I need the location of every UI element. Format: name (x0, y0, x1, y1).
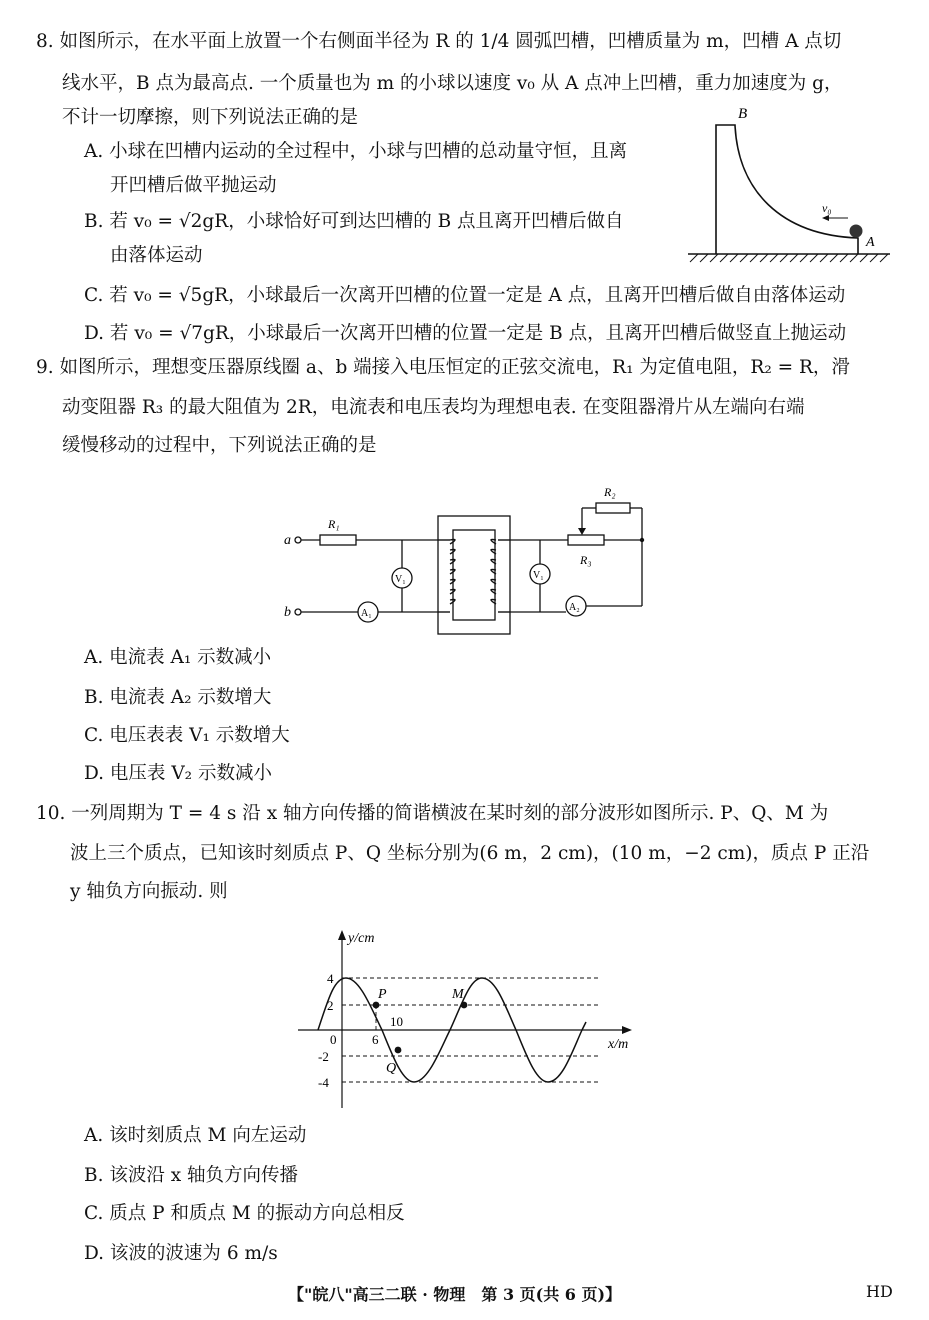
q10-xlabel: x/m (608, 1037, 629, 1052)
q10-tick-neg2: -2 (318, 1049, 329, 1064)
q10-point-q (395, 1047, 402, 1054)
q9-stem-line2: 动变阻器 R₃ 的最大阻值为 2R，电流表和电压表均为理想电表. 在变阻器滑片从左端向右端 (62, 397, 805, 418)
q9-option-a: A. 电流表 A₁ 示数减小 (84, 647, 272, 668)
q9-terminal-b: b (284, 605, 291, 620)
q10-stem-line2: 波上三个质点，已知该时刻质点 P、Q 坐标分别为(6 m，2 cm)，(10 m，−2 cm)，质点 P 正沿 (70, 843, 870, 864)
q8-option-b-line1: B. 若 v₀ = √2gR，小球恰好可到达凹槽的 B 点且离开凹槽后做自 (84, 211, 624, 232)
q8-option-a-line2: 开凹槽后做平抛运动 (110, 175, 277, 196)
q10-label-q: Q (386, 1061, 397, 1076)
q9-option-d: D. 电压表 V₂ 示数减小 (84, 763, 272, 784)
q8-option-b-line2: 由落体运动 (110, 245, 203, 266)
q10-stem-line1: 10. 一列周期为 T = 4 s 沿 x 轴方向传播的简谐横波在某时刻的部分波形如图所示. P、Q、M 为 (36, 803, 829, 824)
footer-page-info: 【"皖八"高三二联 · 物理 第 3 页(共 6 页)】 (288, 1285, 622, 1304)
q9-option-c: C. 电压表表 V₁ 示数增大 (84, 725, 290, 746)
q8-label-a: A (866, 235, 875, 250)
q8-figure-groove (680, 100, 895, 270)
q10-tick-x10: 10 (390, 1014, 403, 1029)
q10-stem-line3: y 轴负方向振动. 则 (70, 881, 228, 902)
q10-option-c: C. 质点 P 和质点 M 的振动方向总相反 (84, 1203, 405, 1224)
q9-stem-line1: 9. 如图所示，理想变压器原线圈 a、b 端接入电压恒定的正弦交流电，R₁ 为定值电阻，R₂ = R，滑 (36, 357, 850, 378)
q10-point-p (373, 1002, 380, 1009)
q10-option-b: B. 该波沿 x 轴负方向传播 (84, 1165, 299, 1186)
q9-terminal-a: a (284, 533, 291, 548)
q8-option-a-line1: A. 小球在凹槽内运动的全过程中，小球与凹槽的总动量守恒，且离 (84, 141, 628, 162)
q9-meter-v1: V₁ (395, 574, 406, 585)
q10-point-m (461, 1002, 468, 1009)
q10-tick-4: 4 (327, 971, 334, 986)
q9-meter-a2: A₂ (569, 602, 580, 613)
q9-label-r1: R₁ (328, 517, 340, 531)
q10-option-a: A. 该时刻质点 M 向左运动 (84, 1125, 307, 1146)
q9-figure-circuit (278, 478, 658, 638)
q8-ball (850, 225, 863, 238)
q10-ylabel: y/cm (348, 931, 375, 946)
q10-option-d: D. 该波的波速为 6 m/s (84, 1243, 278, 1264)
footer-code: HD (866, 1282, 893, 1301)
q8-stem-line2: 线水平，B 点为最高点. 一个质量也为 m 的小球以速度 v₀ 从 A 点冲上凹槽，重力加速度为 g， (62, 73, 843, 94)
q8-stem-line1: 8. 如图所示，在水平面上放置一个右侧面半径为 R 的 1/4 圆弧凹槽，凹槽质量为 m，凹槽 A 点切 (36, 31, 842, 52)
q10-label-p: P (378, 987, 387, 1002)
q8-label-b: B (738, 106, 748, 122)
q10-figure-wave (290, 922, 640, 1114)
q8-stem-line3: 不计一切摩擦，则下列说法正确的是 (62, 107, 359, 128)
q9-label-r2: R₂ (604, 485, 616, 499)
q9-label-r3: R₃ (580, 553, 592, 567)
q10-tick-neg4: -4 (318, 1075, 329, 1090)
q10-tick-2: 2 (327, 998, 334, 1013)
q8-option-c: C. 若 v₀ = √5gR，小球最后一次离开凹槽的位置一定是 A 点，且离开凹槽后做自由落体运动 (84, 285, 846, 306)
q8-label-v0: v₀ (822, 201, 832, 215)
q8-option-d: D. 若 v₀ = √7gR，小球最后一次离开凹槽的位置一定是 B 点，且离开凹槽后做竖直上抛运动 (84, 323, 847, 344)
q10-origin: 0 (330, 1032, 337, 1047)
q9-meter-v2: V₁ (533, 570, 544, 581)
q10-label-m: M (452, 987, 464, 1002)
q9-meter-a1: A₁ (361, 608, 372, 619)
q9-stem-line3: 缓慢移动的过程中，下列说法正确的是 (62, 435, 377, 456)
q10-tick-x6: 6 (372, 1032, 379, 1047)
q9-option-b: B. 电流表 A₂ 示数增大 (84, 687, 272, 708)
